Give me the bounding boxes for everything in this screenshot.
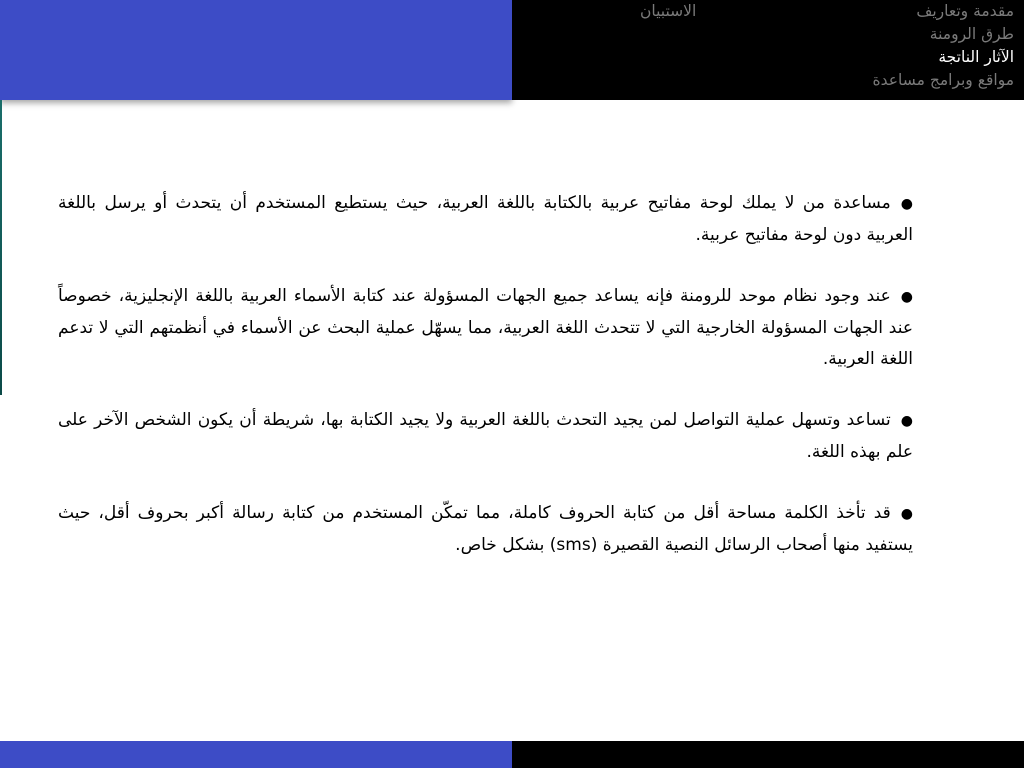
bullet-icon: ● [900, 289, 913, 305]
header-subsection-panel [0, 0, 512, 100]
section-item-survey[interactable]: الاستبيان [640, 2, 697, 20]
bullet-item [58, 498, 913, 561]
slide-footer [0, 741, 1024, 768]
bullet-item [58, 405, 913, 468]
bullet-text: مساعدة من لا يملك لوحة مفاتيح عربية بالكتابة باللغة العربية، حيث يستطيع المستخدم أن يتحدث أو يرسل باللغة العربية دون لوحة مفاتيح عربية. [58, 193, 913, 245]
bullet-icon: ● [900, 413, 913, 429]
left-accent-bar [0, 100, 2, 395]
footer-black-bar [512, 741, 1024, 768]
slide-content [58, 188, 913, 591]
section-nav [873, 0, 1014, 92]
bullet-text: قد تأخذ الكلمة مساحة أقل من كتابة الحروف كاملة، مما تمكّن المستخدم من كتابة رسالة أكبر بحروف أقل، حيث يستفيد منها أصحاب الرسائل النصية القصيرة (sms) بشكل خاص. [58, 503, 913, 555]
slide-header [0, 0, 1024, 100]
section-item-helpful-sites[interactable]: مواقع وبرامج مساعدة [872, 71, 1014, 89]
bullet-item [58, 281, 913, 375]
section-item-resulting-effects[interactable]: الآثار الناتجة [938, 48, 1014, 66]
bullet-icon: ● [900, 196, 913, 212]
bullet-text: عند وجود نظام موحد للرومنة فإنه يساعد جميع الجهات المسؤولة عند كتابة الأسماء العربية باللغة الإنجليزية، خصوصاً عند الجهات المسؤولة الخارجية التي لا تتحدث اللغة العربية، مما يسهّل عملية البحث عن الأسماء في أنظمتهم التي لا تدعم اللغة العربية. [58, 286, 913, 369]
header-section-panel [512, 0, 1024, 100]
bullet-item [58, 188, 913, 251]
section-nav-col2 [640, 0, 696, 23]
bullet-text: تساعد وتسهل عملية التواصل لمن يجيد التحدث باللغة العربية ولا يجيد الكتابة بها، شريطة أن يكون الشخص الآخر على علم بهذه اللغة. [58, 410, 913, 462]
footer-blue-bar [0, 741, 512, 768]
section-item-intro-definitions[interactable]: مقدمة وتعاريف [916, 2, 1014, 20]
section-item-romanization-methods[interactable]: طرق الرومنة [929, 25, 1014, 43]
bullet-icon: ● [900, 506, 913, 522]
